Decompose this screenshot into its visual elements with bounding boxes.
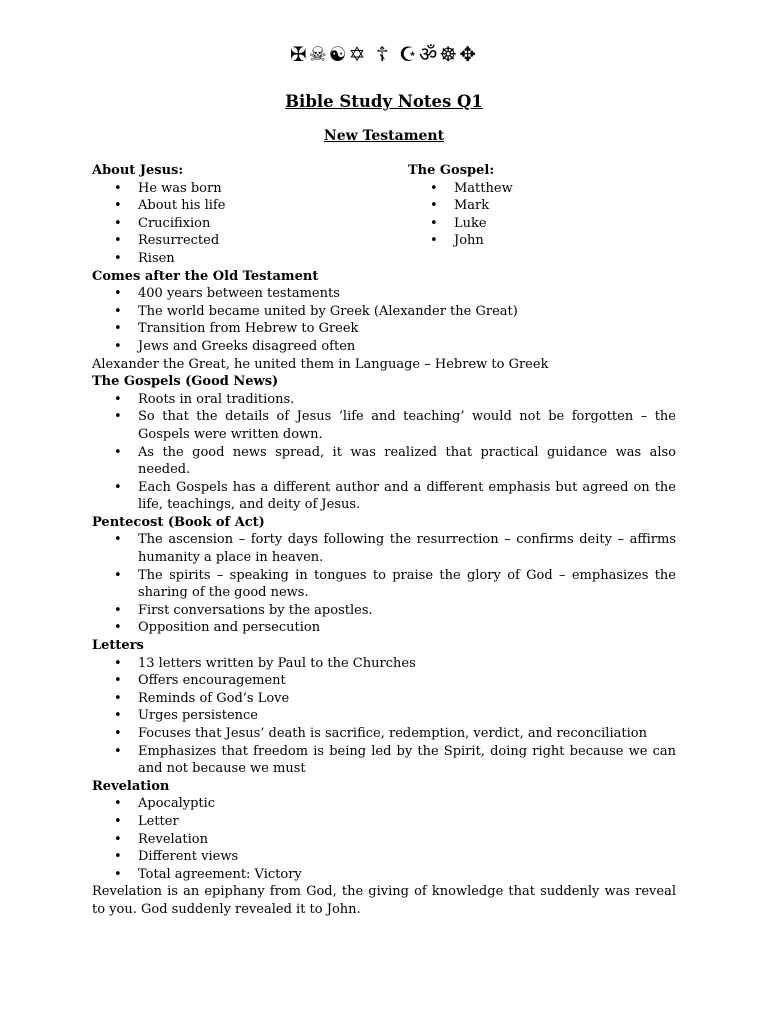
revelation-note: Revelation is an epiphany from God, the giving of knowledge that suddenly was reveal to you. God suddenly revealed it to John. [92, 884, 676, 917]
list-item: • Focuses that Jesus’ death is sacrifice, redemption, verdict, and reconciliation [92, 725, 676, 743]
pentecost-list [92, 531, 676, 637]
religious-symbols-header: ✠☠☯✡ ☦ ☪ॐ☸✥ [290, 42, 478, 66]
list-item: • 13 letters written by Paul to the Churches [92, 655, 676, 673]
gospel-list [408, 180, 676, 250]
letters-list [92, 655, 676, 778]
list-item: • Each Gospels has a different author and a different emphasis but agreed on the life, teachings, and deity of Jesus. [92, 479, 676, 514]
notes-body [92, 162, 676, 919]
list-item: • So that the details of Jesus ‘life and teaching’ would not be forgotten – the Gospels were written down. [92, 408, 676, 443]
list-item: • First conversations by the apostles. [92, 602, 676, 620]
list-item: • 400 years between testaments [92, 285, 676, 303]
gospel-heading: The Gospel: [408, 163, 495, 178]
two-column-section [92, 162, 676, 268]
list-item: • Resurrected [92, 232, 408, 250]
list-item: • Letter [92, 813, 676, 831]
list-item: • He was born [92, 180, 408, 198]
list-item: • Revelation [92, 831, 676, 849]
about-jesus-heading: About Jesus: [92, 163, 184, 178]
list-item: • As the good news spread, it was realized that practical guidance was also needed. [92, 444, 676, 479]
list-item: • Offers encouragement [92, 672, 676, 690]
list-item: • Jews and Greeks disagreed often [92, 338, 676, 356]
old-testament-note: Alexander the Great, he united them in Language – Hebrew to Greek [92, 356, 549, 372]
list-item: • Different views [92, 848, 676, 866]
list-item: • The world became united by Greek (Alexander the Great) [92, 303, 676, 321]
list-item: • The ascension – forty days following the resurrection – confirms deity – affirms humanity a place in heaven. [92, 531, 676, 566]
list-item: • Roots in oral traditions. [92, 391, 676, 409]
list-item: • About his life [92, 197, 408, 215]
revelation-list [92, 795, 676, 883]
list-item: • Urges persistence [92, 707, 676, 725]
old-testament-heading: Comes after the Old Testament [92, 268, 319, 284]
document-title: Bible Study Notes Q1 [285, 92, 483, 111]
pentecost-heading: Pentecost (Book of Act) [92, 514, 265, 530]
gospels-heading: The Gospels (Good News) [92, 374, 279, 390]
list-item: • John [408, 232, 676, 250]
gospels-list [92, 391, 676, 514]
list-item: • The spirits – speaking in tongues to praise the glory of God – emphasizes the sharing of the good news. [92, 567, 676, 602]
list-item: • Mark [408, 197, 676, 215]
letters-heading: Letters [92, 638, 144, 654]
old-testament-list [92, 285, 676, 355]
list-item: • Total agreement: Victory [92, 866, 676, 884]
list-item: • Crucifixion [92, 215, 408, 233]
list-item: • Reminds of God’s Love [92, 690, 676, 708]
list-item: • Risen [92, 250, 408, 268]
list-item: • Luke [408, 215, 676, 233]
revelation-heading: Revelation [92, 778, 170, 794]
list-item: • Matthew [408, 180, 676, 198]
list-item: • Opposition and persecution [92, 619, 676, 637]
list-item: • Transition from Hebrew to Greek [92, 320, 676, 338]
gospel-section [408, 162, 676, 268]
list-item: • Emphasizes that freedom is being led by the Spirit, doing right because we can and not because we must [92, 743, 676, 778]
document-subtitle: New Testament [323, 128, 445, 144]
list-item: • Apocalyptic [92, 795, 676, 813]
about-jesus-list [92, 180, 408, 268]
about-jesus-section [92, 162, 408, 268]
